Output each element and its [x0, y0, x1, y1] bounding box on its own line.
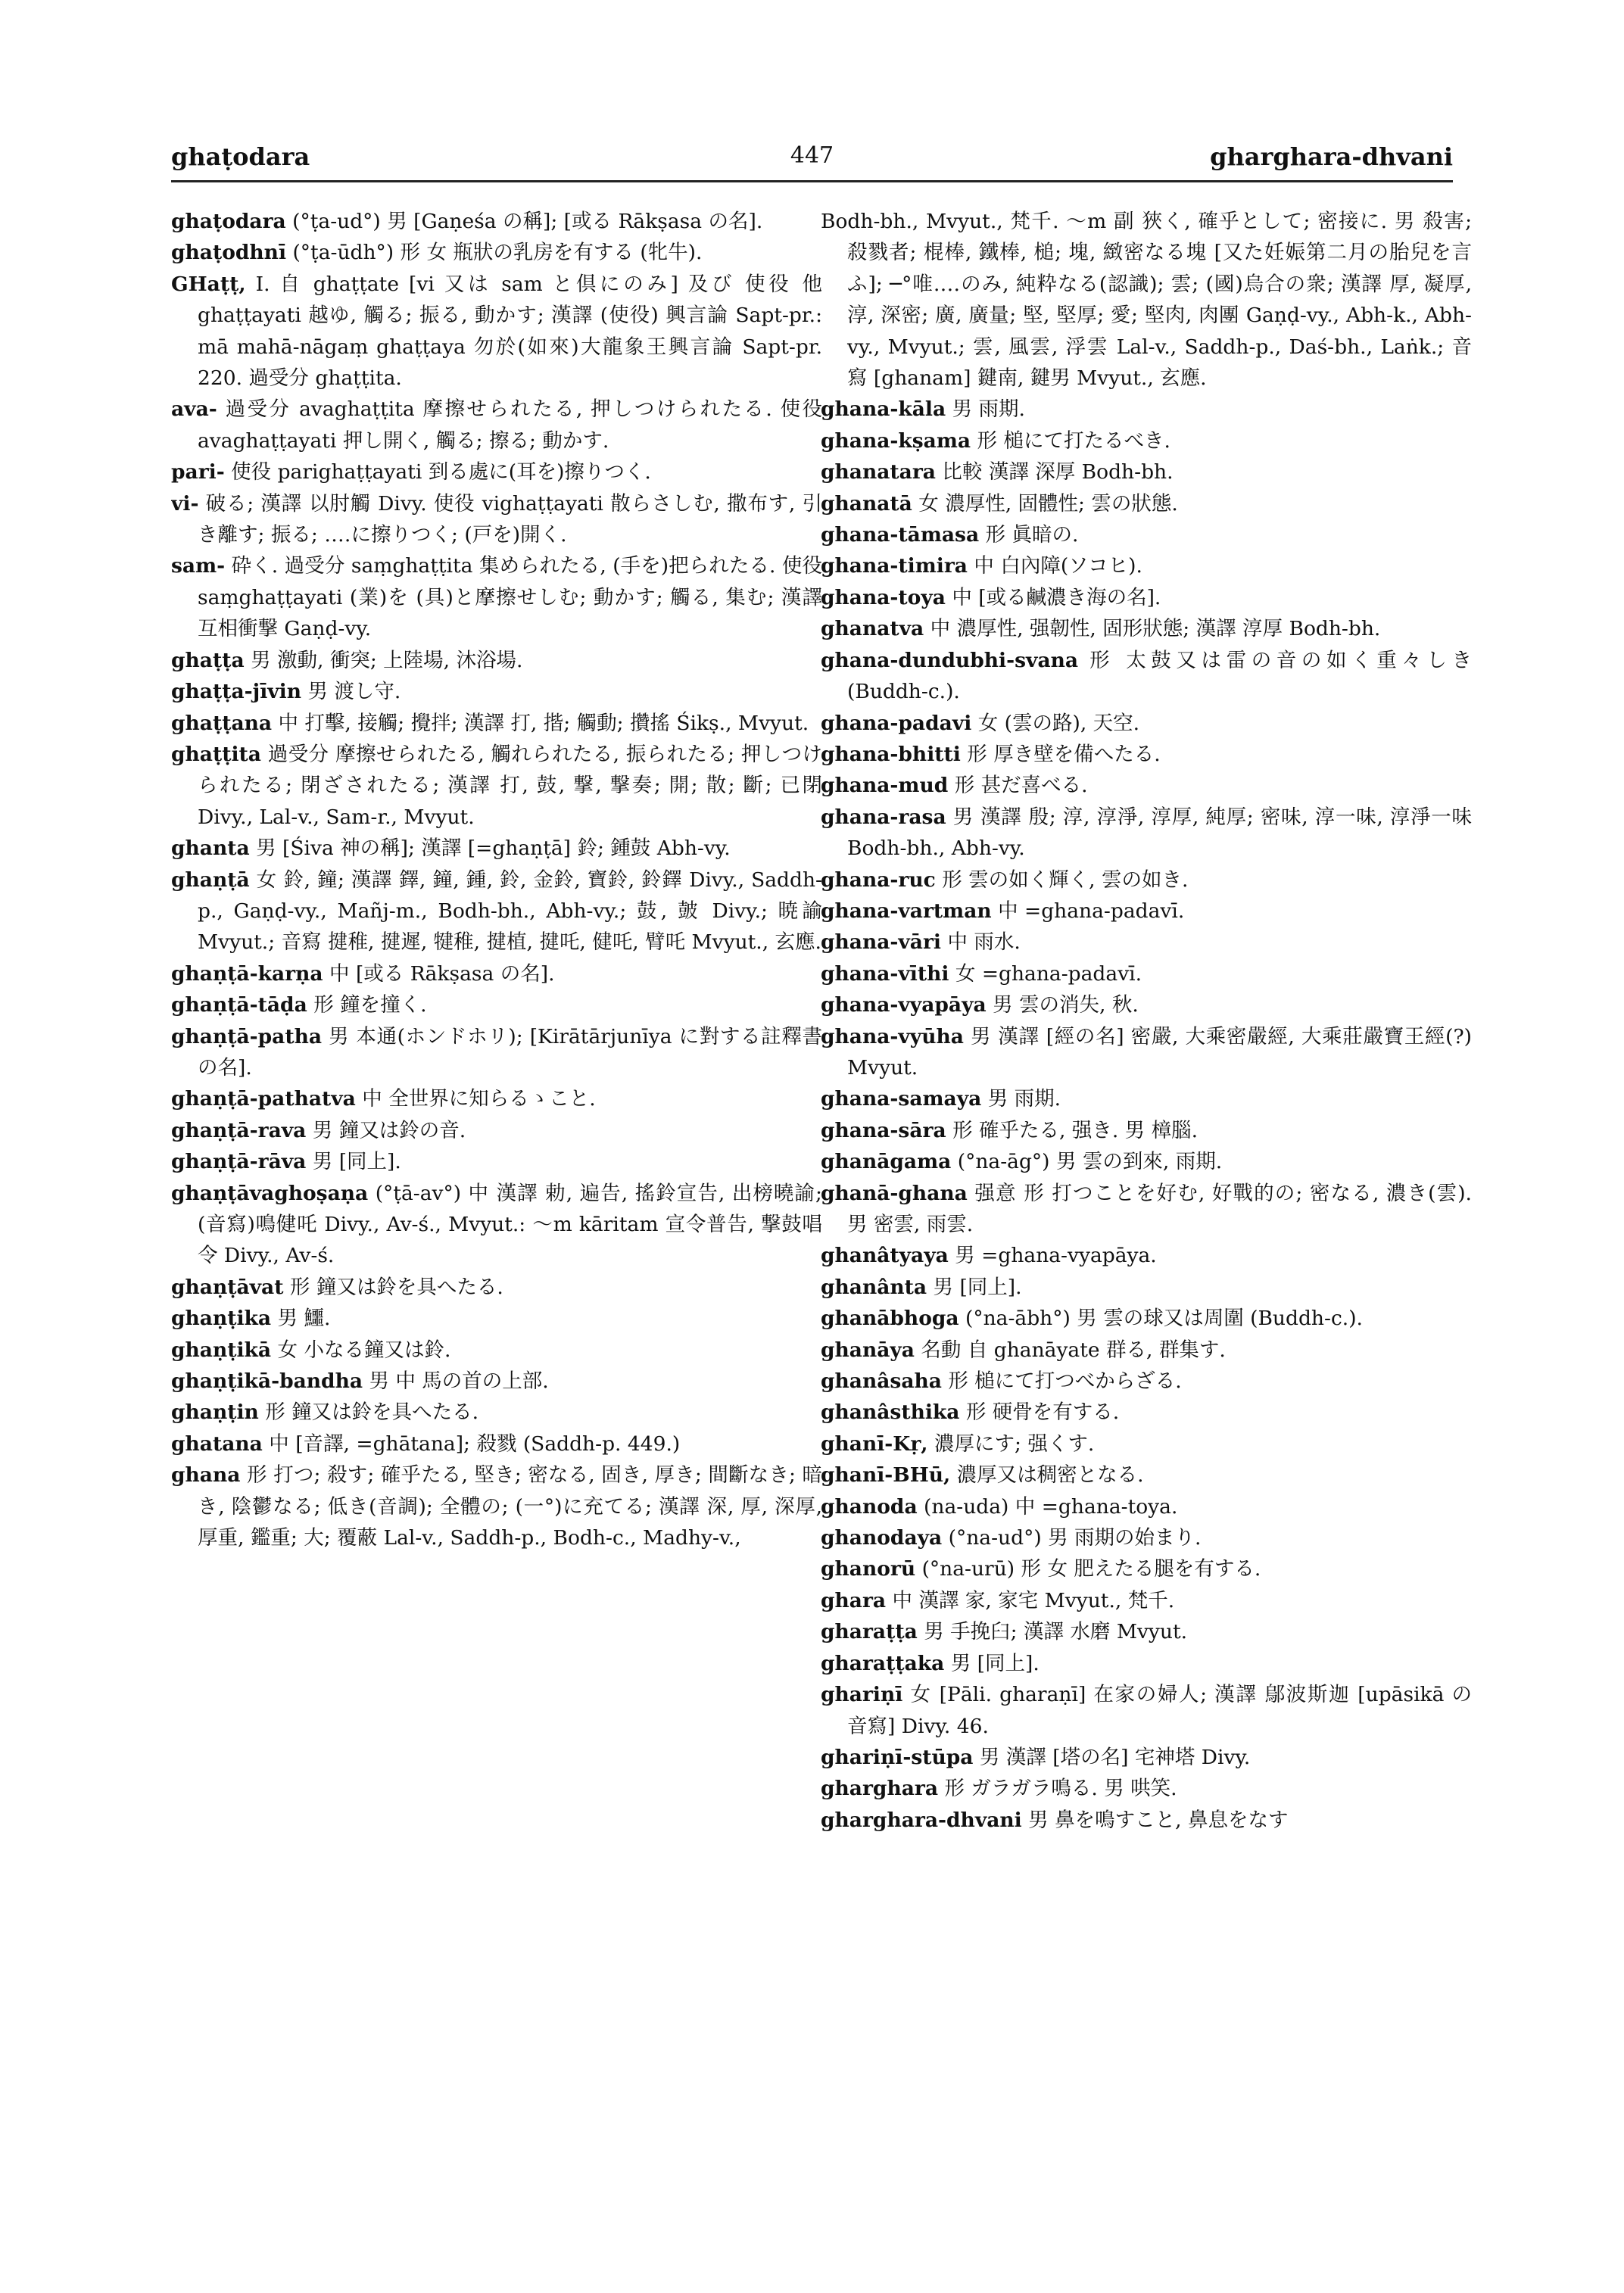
entry-headword: ghana-sāra	[821, 1118, 946, 1142]
dictionary-entry	[821, 1272, 1472, 1303]
entry-definition: 砕く. 過受分 saṃghaṭṭita 集められたる, (手を)把られたる. 使役 saṃghaṭṭayati (業)を (具)と摩擦せしむ; 動かす; 觸る, 集む; 漢譯 互相衝撃 Gaṇḍ-vy.	[198, 554, 822, 641]
dictionary-entry	[821, 1303, 1472, 1334]
entry-headword: ghana-kṣama	[821, 428, 971, 453]
entry-headword: ghanâtyaya	[821, 1244, 949, 1268]
dictionary-entry	[821, 1366, 1472, 1397]
entry-headword: ghanāgama	[821, 1150, 952, 1174]
entry-definition: 中 打擊, 接觸; 攪拌; 漢譯 打, 揩; 觸動; 攢搖 Śikṣ., Mvyut.	[278, 711, 809, 735]
entry-definition: 濃厚又は稠密となる.	[956, 1463, 1144, 1488]
entry-definition: 形 ガラガラ鳴る. 男 哄笑.	[944, 1777, 1177, 1801]
left-guide-word: ghaṭodara	[171, 142, 310, 171]
entry-definition: 男 渡し守.	[307, 680, 401, 704]
entry-definition: (°na-urū) 形 女 肥えたる腿を有する.	[921, 1557, 1261, 1581]
entry-headword: ghaṇṭin	[171, 1400, 259, 1425]
entry-headword: ghana-vīthi	[821, 961, 949, 986]
dictionary-entry	[171, 1021, 822, 1084]
entry-headword: ghanā-ghana	[821, 1181, 968, 1205]
dictionary-entry	[171, 1178, 822, 1272]
entry-headword: ghanī-BHū,	[821, 1463, 951, 1488]
dictionary-entry	[171, 237, 822, 268]
entry-definition: 形 太鼓又は雷の音の如く重々しき (Buddh-c.).	[847, 648, 1472, 704]
entry-definition: I. 自 ghaṭṭate [vi 又は sam と倶にのみ] 及び 使役 他 ghaṭṭayati 越ゆ, 觸る; 振る, 動かす; 漢譯 (使役) 興言論 Sapt-pr.: mā mahā-nāgaṃ ghaṭṭaya 勿於(如來)大龍象王興言論 Sapt-pr. 220. 過受分 ghaṭṭita.	[198, 272, 822, 391]
dictionary-entry	[171, 645, 822, 676]
entry-headword: ghara	[821, 1588, 887, 1612]
left-column	[171, 206, 822, 2250]
entry-definition: (°na-ud°) 男 雨期の始まり.	[948, 1526, 1202, 1550]
entry-definition: 女 小なる鐘又は鈴.	[277, 1338, 451, 1362]
running-head	[171, 142, 1453, 182]
dictionary-entry	[171, 1397, 822, 1428]
entry-definition: 中 濃厚性, 强韌性, 固形狀態; 漢譯 淳厚 Bodh-bh.	[930, 617, 1381, 641]
entry-definition: 形 確乎たる, 强き. 男 樟腦.	[952, 1118, 1199, 1142]
entry-headword: ghana-bhitti	[821, 742, 961, 766]
entry-headword: ghana-vyūha	[821, 1024, 964, 1048]
entry-headword: ghanatā	[821, 491, 912, 516]
entry-headword: gharaṭṭa	[821, 1620, 918, 1644]
entry-definition: 濃厚にす; 强くす.	[934, 1432, 1095, 1456]
entry-headword: ghana-samaya	[821, 1087, 982, 1111]
entry-headword: gharghara-dhvani	[821, 1808, 1022, 1832]
entry-headword: ghaṭṭa-jīvin	[171, 680, 302, 704]
entry-definition: 形 槌にて打つべからざる.	[948, 1369, 1182, 1394]
entry-headword: ava-	[171, 397, 217, 422]
entry-headword: ghana-vyapāya	[821, 993, 987, 1017]
entry-headword: ghaṇṭikā-bandha	[171, 1369, 363, 1394]
entry-definition: 女 =ghana-padavī.	[955, 961, 1142, 986]
entry-headword: ghana-mud	[821, 774, 949, 798]
entry-definition: 形 鐘又は鈴を具へたる.	[265, 1400, 479, 1425]
dictionary-entry	[171, 739, 822, 833]
entry-definition: 男 [同上].	[950, 1651, 1040, 1675]
entry-headword: ghanāya	[821, 1338, 915, 1362]
dictionary-entry	[821, 1397, 1472, 1428]
dictionary-entry	[171, 865, 822, 958]
entry-headword: ghana-vāri	[821, 930, 941, 955]
page-number: 447	[790, 142, 834, 169]
dictionary-entry	[171, 488, 822, 551]
entry-headword: ghanta	[171, 837, 250, 861]
entry-headword: ghana-kāla	[821, 397, 946, 422]
entry-headword: ghaṇṭā-rāva	[171, 1150, 307, 1174]
entry-headword: gharghara	[821, 1777, 939, 1801]
dictionary-entry	[821, 896, 1472, 927]
entry-headword: ghaṇṭika	[171, 1307, 272, 1331]
dictionary-entry	[821, 1805, 1472, 1836]
dictionary-entry	[821, 1522, 1472, 1553]
dictionary-entry	[821, 989, 1472, 1020]
entry-definition: (°ṭā-av°) 中 漢譯 勅, 遍告, 搖鈴宣告, 出榜曉諭; (音寫)鳴健吒 Divy., Av-ś., Mvyut.: ～m kāritam 宣令普告, 撃鼓唱令 Divy., Av-ś.	[198, 1181, 822, 1268]
entry-definition: 名動 自 ghanāyate 群る, 群集す.	[921, 1338, 1226, 1362]
entry-definition: 比較 漢譯 深厚 Bodh-bh.	[942, 460, 1174, 484]
entry-definition: 男 鼻を鳴すこと, 鼻息をなす	[1028, 1808, 1289, 1832]
dictionary-entry	[821, 1491, 1472, 1522]
dictionary-entry	[821, 1648, 1472, 1679]
entry-headword: ghana-tāmasa	[821, 523, 980, 547]
entry-headword: ghaṇṭā-rava	[171, 1118, 307, 1142]
entry-headword: ghana-timira	[821, 554, 968, 578]
dictionary-entry	[821, 1585, 1472, 1616]
entry-definition: 形 眞暗の.	[985, 523, 1079, 547]
entry-definition: 中 [音譯, =ghātana]; 殺戮 (Saddh-p. 449.)	[269, 1432, 681, 1456]
entry-definition: Bodh-bh., Mvyut., 梵千. ～m 副 狹く, 確乎として; 密接に. 男 殺害; 殺戮者; 棍棒, 鐵棒, 槌; 塊, 緻密なる塊 [又た妊娠第二月の胎兒を言ふ]; ─°唯‥‥のみ, 純粋なる(認識); 雲; (國)烏合の衆; 漢譯 厚, 凝厚, 淳, 深密; 廣, 廣量; 堅, 堅厚; 愛; 堅肉, 肉團 Gaṇḍ-vy., Abh-k., Abh-vy., Mvyut.; 雲, 風雲, 浮雲 Lal-v., Saddh-p., Daś-bh., Laṅk.; 音寫 [ghanam] 鍵南, 鍵男 Mvyut., 玄應.	[821, 210, 1472, 391]
dictionary-entry	[171, 1303, 822, 1334]
entry-definition: (°ṭa-ud°) 男 [Gaṇeśa の稱]; [或る Rākṣasa の名].	[292, 210, 763, 233]
entry-definition: 女 濃厚性, 固體性; 雲の狀態.	[918, 491, 1178, 516]
entry-definition: 男 鱷.	[277, 1307, 331, 1331]
dictionary-entry	[821, 927, 1472, 958]
entry-definition: 男 雨期.	[987, 1087, 1061, 1111]
entry-headword: ghanâsaha	[821, 1369, 942, 1394]
entry-definition: (°ṭa-ūdh°) 形 女 瓶狀の乳房を有する (牝牛).	[292, 241, 703, 265]
entry-definition: 男 中 馬の首の上部.	[369, 1369, 549, 1394]
dictionary-entry	[171, 676, 822, 707]
entry-headword: ghana-toya	[821, 585, 946, 609]
entry-definition: 男 [Śiva 神の稱]; 漢譯 [=ghaṇṭā] 鈴; 鍾鼓 Abh-vy.	[256, 837, 731, 861]
entry-definition: 中 [或る鹹濃き海の名].	[952, 585, 1161, 609]
entry-definition: 過受分 摩擦せられたる, 觸れられたる, 振られたる; 押しつけられたる; 閉ざされたる; 漢譯 打, 鼓, 撃, 撃奏; 開; 散; 斷; 已閉 Divy., Lal-v., Sam-r., Mvyut.	[198, 742, 822, 829]
entry-definition: 男 漢譯 [經の名] 密嚴, 大乘密嚴經, 大乘莊嚴寶王經(?) Mvyut.	[847, 1024, 1472, 1080]
entry-definition: 男 =ghana-vyapāya.	[955, 1244, 1157, 1268]
dictionary-entry	[821, 1146, 1472, 1177]
entry-headword: gharaṭṭaka	[821, 1651, 945, 1675]
entry-headword: ghariṇī	[821, 1683, 903, 1707]
entry-headword: ghaṭodara	[171, 210, 286, 233]
entry-definition: 形 槌にて打たるべき.	[977, 428, 1170, 453]
dictionary-entry	[821, 1460, 1472, 1491]
entry-definition: 男 雲の消失, 秋.	[993, 993, 1139, 1017]
entry-definition: (°na-āg°) 男 雲の到來, 雨期.	[957, 1150, 1223, 1174]
entry-definition: 男 [同上].	[933, 1275, 1022, 1299]
entry-headword: ghanâsthika	[821, 1400, 960, 1425]
dictionary-entry	[821, 1115, 1472, 1146]
dictionary-entry	[171, 1460, 822, 1553]
dictionary-entry	[821, 1178, 1472, 1241]
entry-headword: ghaṇṭāvaghoṣaṇa	[171, 1181, 369, 1205]
entry-definition: 形 雲の如く輝く, 雲の如き.	[942, 868, 1189, 892]
dictionary-entry	[171, 456, 822, 488]
entry-headword: ghana-vartman	[821, 899, 992, 923]
entry-headword: ghaṇṭā	[171, 868, 250, 892]
entry-definition: 男 [同上].	[312, 1150, 401, 1174]
dictionary-entry	[821, 206, 1472, 394]
entry-headword: pari-	[171, 460, 225, 484]
dictionary-entry	[821, 1083, 1472, 1114]
entry-definition: 形 鐘を撞く.	[313, 993, 427, 1017]
dictionary-entry	[821, 770, 1472, 801]
dictionary-entry	[171, 394, 822, 456]
entry-definition: 女 (雲の路), 天空.	[977, 711, 1140, 735]
entry-definition: 男 雨期.	[952, 397, 1025, 422]
entry-headword: ghaṇṭikā	[171, 1338, 272, 1362]
entry-headword: ghaṭṭa	[171, 648, 245, 672]
dictionary-entry	[171, 708, 822, 739]
dictionary-entry	[821, 1335, 1472, 1366]
dictionary-entry	[821, 519, 1472, 550]
right-column	[821, 206, 1472, 2250]
entry-definition: 中 全世界に知らるゝこと.	[362, 1087, 596, 1111]
entry-headword: ghaṭṭita	[171, 742, 261, 766]
entry-definition: 形 甚だ喜べる.	[954, 774, 1088, 798]
dictionary-entry	[821, 613, 1472, 644]
entry-headword: ghariṇī-stūpa	[821, 1745, 974, 1769]
entry-definition: (°na-ābh°) 男 雲の球又は周圍 (Buddh-c.).	[965, 1307, 1363, 1331]
entry-headword: ghaṭodhnī	[171, 241, 287, 265]
entry-headword: ghatana	[171, 1432, 263, 1456]
dictionary-entry	[821, 708, 1472, 739]
entry-definition: 中 雨水.	[947, 930, 1021, 955]
entry-headword: ghaṇṭā-pathatva	[171, 1087, 356, 1111]
dictionary-entry	[171, 1146, 822, 1177]
dictionary-entry	[171, 1272, 822, 1303]
dictionary-entry	[821, 865, 1472, 896]
dictionary-entry	[171, 958, 822, 989]
entry-definition: 中 =ghana-padavī.	[998, 899, 1185, 923]
entry-headword: sam-	[171, 554, 226, 578]
entry-definition: 中 漢譯 家, 家宅 Mvyut., 梵千.	[892, 1588, 1175, 1612]
entry-headword: ghana	[171, 1463, 241, 1488]
entry-headword: ghana-rasa	[821, 805, 946, 829]
entry-headword: ghana-padavi	[821, 711, 972, 735]
entry-headword: ghana-ruc	[821, 868, 936, 892]
entry-definition: 女 [Pāli. gharaṇī] 在家の婦人; 漢譯 鄔波斯迦 [upāsikā の 音寫] Divy. 46.	[847, 1683, 1472, 1738]
dictionary-entry	[171, 1115, 822, 1146]
entry-headword: ghana-dundubhi-svana	[821, 648, 1079, 672]
entry-headword: ghaṇṭā-karṇa	[171, 961, 323, 986]
dictionary-entry	[821, 456, 1472, 488]
entry-definition: 男 本通(ホンドホリ); [Kirātārjunīya に對する註釋書の名].	[198, 1024, 822, 1080]
entry-headword: ghanī-Kṛ,	[821, 1432, 928, 1456]
dictionary-entry	[171, 269, 822, 394]
dictionary-entry	[821, 1553, 1472, 1584]
entry-definition: 男 手挽臼; 漢譯 水磨 Mvyut.	[924, 1620, 1188, 1644]
dictionary-entry	[821, 802, 1472, 865]
entry-headword: GHaṭṭ,	[171, 272, 246, 296]
entry-definition: 男 激動, 衝突; 上陸場, 沐浴場.	[251, 648, 523, 672]
entry-definition: 男 漢譯 殷; 淳, 淳淨, 淳厚, 純厚; 密味, 淳一味, 淳淨一味 Bodh-bh., Abh-vy.	[847, 805, 1472, 861]
dictionary-entry	[171, 833, 822, 864]
entry-definition: 男 漢譯 [塔の名] 宅神塔 Divy.	[979, 1745, 1251, 1769]
dictionary-entry	[821, 739, 1472, 770]
entry-headword: ghaṭṭana	[171, 711, 273, 735]
dictionary-entry	[821, 425, 1472, 456]
entry-definition: 使役 parighaṭṭayati 到る處に(耳を)擦りつく.	[231, 460, 651, 484]
dictionary-entry	[821, 1616, 1472, 1647]
entry-definition: 强意 形 打つことを好む, 好戰的の; 密なる, 濃き(雲). 男 密雲, 雨雲.	[847, 1181, 1472, 1236]
entry-headword: ghanatva	[821, 617, 924, 641]
dictionary-entry	[171, 989, 822, 1020]
dictionary-entry	[821, 1773, 1472, 1804]
dictionary-entry	[821, 550, 1472, 581]
entry-headword: ghanodaya	[821, 1526, 943, 1550]
dictionary-entry	[821, 958, 1472, 989]
entry-definition: 過受分 avaghaṭṭita 摩擦せられたる, 押しつけられたる. 使役 avaghaṭṭayati 押し開く, 觸る; 擦る; 動かす.	[198, 397, 822, 453]
dictionary-entry	[171, 206, 822, 237]
entry-definition: 中 白內障(ソコヒ).	[974, 554, 1142, 578]
entry-headword: ghanorū	[821, 1557, 916, 1581]
dictionary-entry	[821, 1240, 1472, 1271]
entry-headword: vi-	[171, 491, 199, 516]
dictionary-entry	[821, 488, 1472, 519]
dictionary-entry	[821, 645, 1472, 708]
dictionary-entry	[821, 1742, 1472, 1773]
dictionary-entry	[821, 394, 1472, 425]
dictionary-entry	[171, 1335, 822, 1366]
entry-definition: 男 鐘又は鈴の音.	[312, 1118, 466, 1142]
entry-headword: ghanatara	[821, 460, 936, 484]
entry-definition: 形 打つ; 殺す; 確乎たる, 堅き; 密なる, 固き, 厚き; 間斷なき; 暗き, 陰鬱なる; 低き(音調); 全體の; (一°)に充てる; 漢譯 深, 厚, 深厚, 厚重, 鑑重; 大; 覆蔽 Lal-v., Saddh-p., Bodh-c., Madhy-v.,	[198, 1463, 822, 1550]
dictionary-entry	[171, 1083, 822, 1114]
dictionary-entry	[171, 550, 822, 644]
entry-headword: ghaṇṭā-patha	[171, 1024, 323, 1048]
right-guide-word: gharghara-dhvani	[1210, 142, 1453, 171]
entry-headword: ghanābhoga	[821, 1307, 959, 1331]
entry-headword: ghaṇṭā-tāḍa	[171, 993, 307, 1017]
entry-definition: 形 鐘又は鈴を具へたる.	[289, 1275, 503, 1299]
entry-definition: 破る; 漢譯 以肘觸 Divy. 使役 vighaṭṭayati 散らさしむ, 撒布す, 引き離す; 振る; ‥‥に擦りつく; (戸を)開く.	[198, 491, 822, 547]
entry-headword: ghanoda	[821, 1494, 918, 1519]
entry-definition: 形 硬骨を有する.	[965, 1400, 1120, 1425]
dictionary-entry	[821, 1021, 1472, 1084]
entry-definition: 形 厚き壁を備へたる.	[967, 742, 1161, 766]
dictionary-entry	[821, 1428, 1472, 1460]
entry-definition: 中 [或る Rākṣasa の名].	[329, 961, 555, 986]
entry-headword: ghaṇṭāvat	[171, 1275, 284, 1299]
entry-definition: (na-uda) 中 =ghana-toya.	[924, 1494, 1178, 1519]
dictionary-entry	[821, 582, 1472, 613]
dictionary-entry	[821, 1679, 1472, 1742]
entry-headword: ghanânta	[821, 1275, 927, 1299]
dictionary-entry	[171, 1428, 822, 1460]
entry-definition: 女 鈴, 鐘; 漢譯 鐸, 鐘, 鍾, 鈴, 金鈴, 寶鈴, 鈴鐸 Divy., Saddh-p., Gaṇḍ-vy., Mañj-m., Bodh-bh., Abh-vy.; 鼓, 皷 Divy.; 暁諭 Mvyut.; 音寫 揵稚, 揵遲, 犍稚, 揵植, 揵吒, 健吒, 臂吒 Mvyut., 玄應.	[198, 868, 822, 955]
dictionary-entry	[171, 1366, 822, 1397]
